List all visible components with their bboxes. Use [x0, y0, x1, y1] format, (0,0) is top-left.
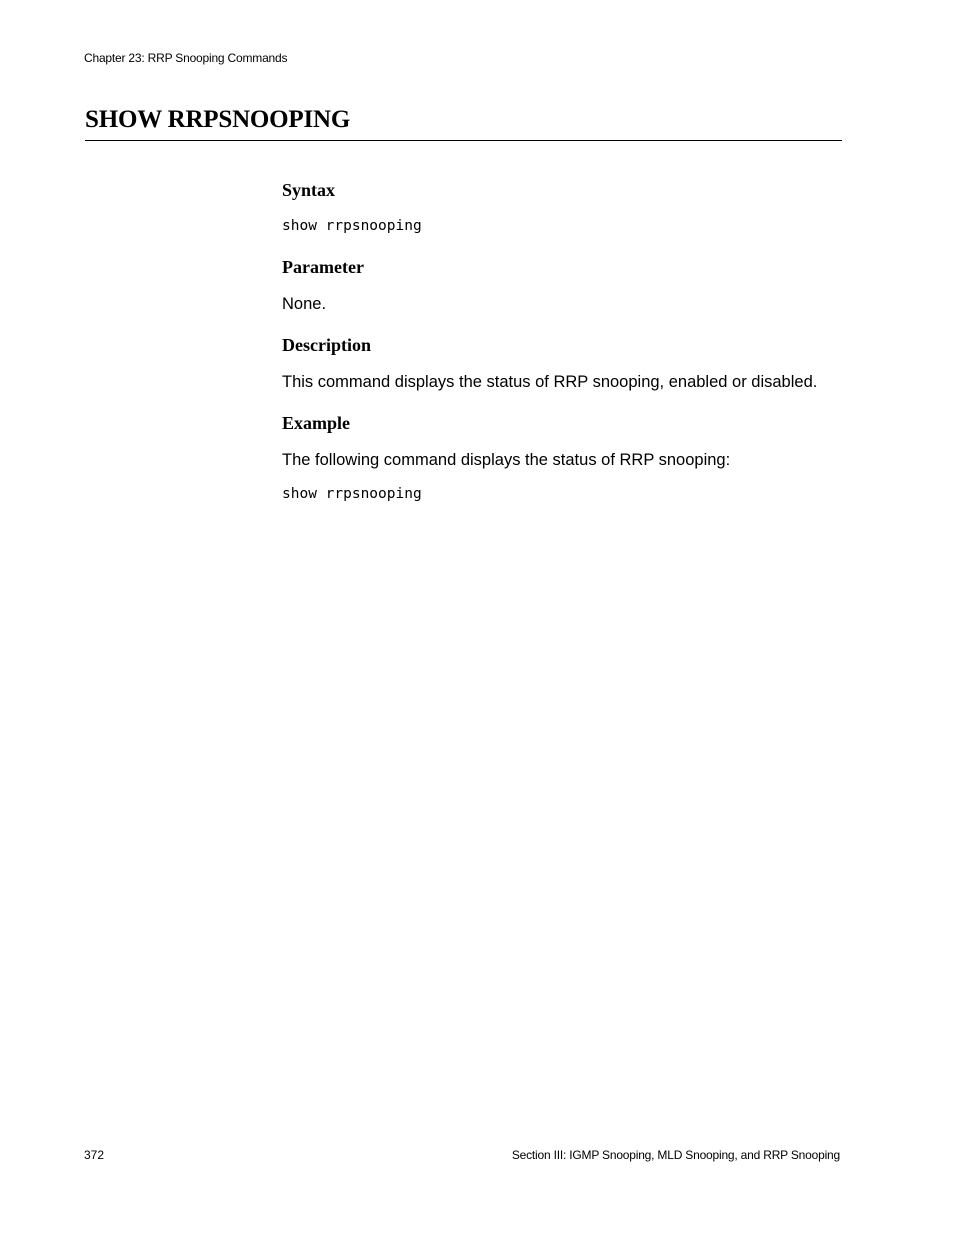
command-content — [282, 178, 862, 504]
title-divider — [85, 140, 842, 141]
section-footer: Section III: IGMP Snooping, MLD Snooping, and RRP Snooping — [511, 1148, 840, 1162]
example-heading: Example — [282, 413, 351, 433]
parameter-text: None. — [282, 295, 327, 313]
example-text: The following command displays the status of RRP snooping: — [282, 451, 731, 469]
syntax-code: show rrpsnooping — [282, 218, 422, 234]
description-text: This command displays the status of RRP snooping, enabled or disabled. — [282, 373, 818, 391]
example-code: show rrpsnooping — [282, 486, 422, 502]
parameter-heading: Parameter — [282, 257, 364, 277]
running-header: Chapter 23: RRP Snooping Commands — [84, 51, 288, 65]
description-heading: Description — [282, 335, 371, 355]
syntax-heading: Syntax — [282, 180, 336, 200]
page-number: 372 — [84, 1148, 105, 1162]
page-title: SHOW RRPSNOOPING — [85, 106, 351, 133]
